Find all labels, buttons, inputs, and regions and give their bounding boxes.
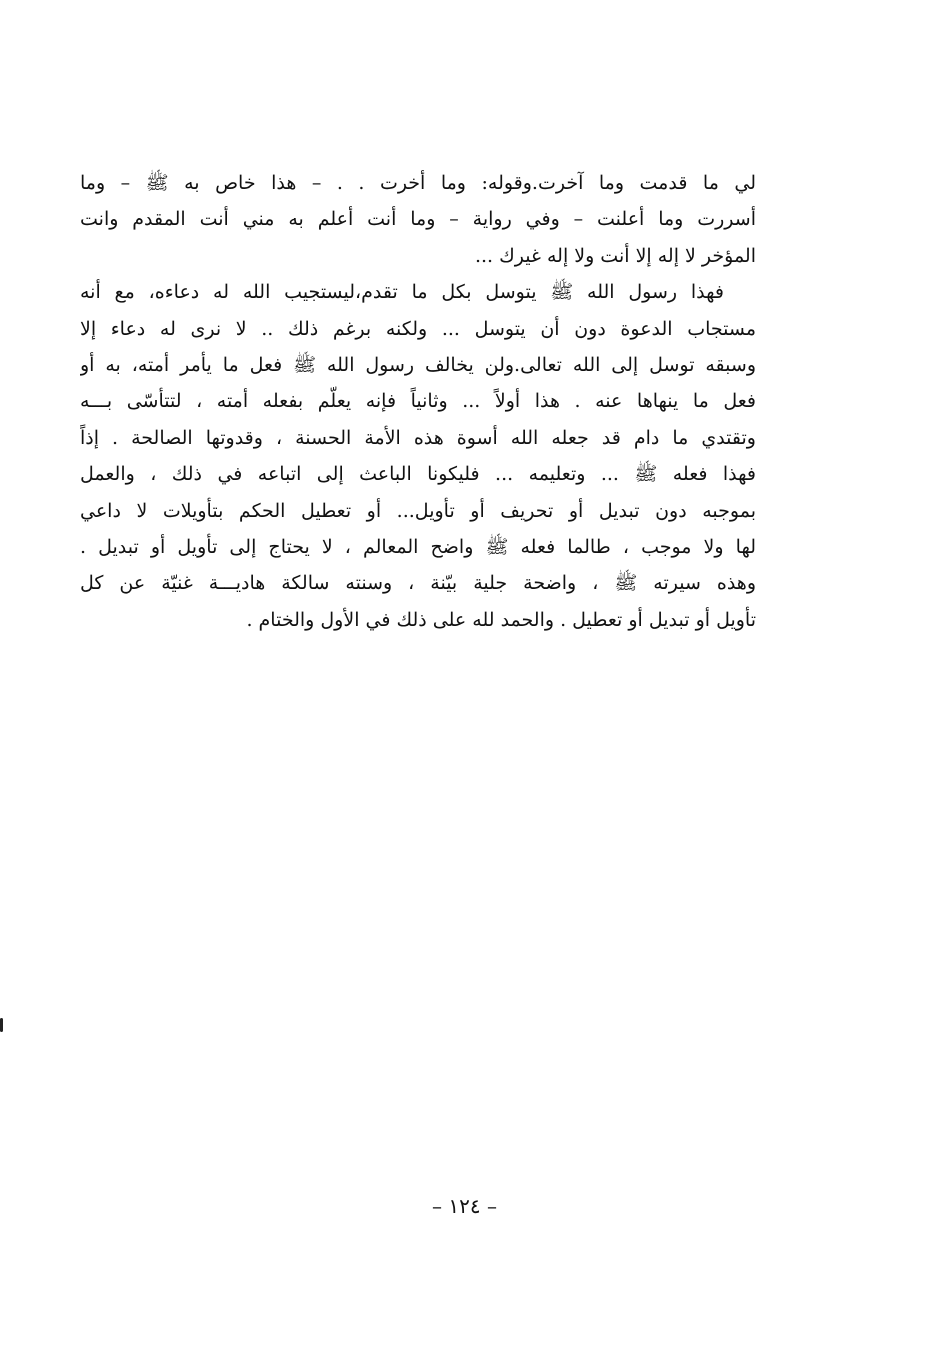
text-line: فهذا رسول الله ﷺ يتوسل بكل ما تقدم،ليستجيب الله له دعاءه، مع أنه (80, 281, 724, 304)
margin-mark (0, 1018, 3, 1032)
page-number: – ١٢٤ – (432, 1194, 497, 1218)
text-line: مستجاب الدعوة دون أن يتوسل ... ولكنه برغم ذلك .. لا نرى له دعاء إلا (80, 317, 756, 340)
text-line: فعل ما ينهاها عنه . هذا أولاً ... وثانياً فإنه يعلّم بفعله أمته ، لتتأسّى بـــه (80, 390, 756, 413)
text-line: بموجبه دون تبديل أو تحريف أو تأويل... أو تعطيل الحكم بتأويلات لا داعي (80, 499, 756, 522)
text-line: وهذه سيرته ﷺ ، واضحة جلية بيّنة ، وسنته سالكة هاديـــة غنيّة عن كل (80, 572, 756, 595)
body-text (80, 165, 756, 638)
text-line: المؤخر لا إله إلا أنت ولا إله غيرك ... (474, 244, 756, 267)
text-line: وسبقه توسل إلى الله تعالى.ولن يخالف رسول الله ﷺ فعل ما يأمر أمته، به أو (80, 353, 756, 376)
text-line: تأويل أو تبديل أو تعطيل . والحمد لله على ذلك في الأول والختام . (246, 608, 756, 631)
text-line: لي ما قدمت وما آخرت.وقوله: وما أخرت . . – هذا خاص به ﷺ – وما (80, 172, 756, 194)
text-line: فهذا فعله ﷺ ... وتعليمه ... فليكونا الباعث إلى اتباعه في ذلك ، والعمل (80, 463, 756, 486)
text-line: وتقتدي ما دام قد جعله الله أسوة هذه الأمة الحسنة ، وقدوتها الصالحة . إذاً (80, 426, 756, 449)
text-line: لها ولا موجب ، طالما فعله ﷺ واضح المعالم ، لا يحتاج إلى تأويل أو تبديل . (80, 535, 756, 558)
text-line: أسررت وما أعلنت – وفي رواية – وما أنت أعلم به مني أنت المقدم وانت (80, 208, 756, 231)
